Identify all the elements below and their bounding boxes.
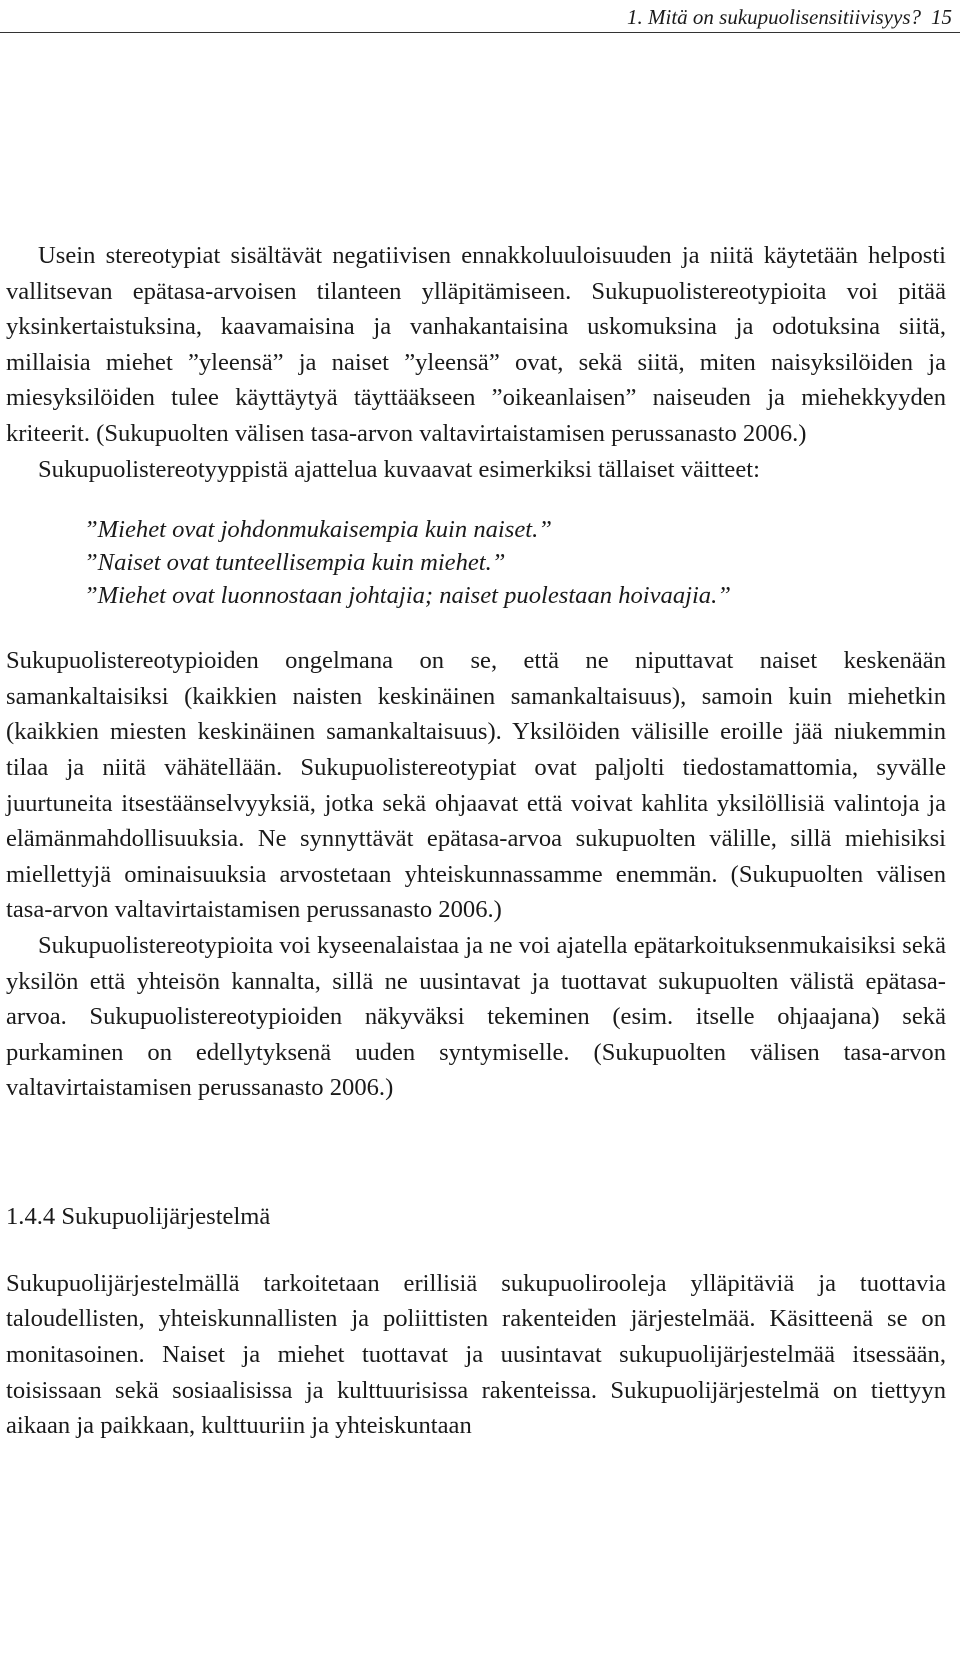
example-quote: ”Miehet ovat johdonmukaisempia kuin naiset.” bbox=[84, 516, 552, 544]
example-quote: ”Miehet ovat luonnostaan johtajia; naiset puolestaan hoivaajia.” bbox=[84, 582, 731, 610]
paragraph-stereotype-problems: Sukupuolistereotypioiden ongelmana on se, että ne niputtavat naiset keskenään samankaltaisiksi (kaikkien naisten keskinäinen samankaltaisuus), samoin kuin miehetkin (kaikkien miesten keskinäinen samankaltaisuus). Yksilöiden välisille eroille jää niukemmin tilaa ja niitä vähätellään. Sukupuolistereotypiat ovat paljolti tiedostamattomia, syvälle juurtuneita itsestäänselvyyksiä, jotka sekä ohjaavat että voivat kahlita yksilöllisiä valintoja ja elämänmahdollisuuksia. Ne synnyttävät epätasa-arvoa sukupuolten välille, sillä miehisiksi miellettyjä ominaisuuksia arvostetaan yhteiskunnassamme enemmän. (Sukupuolten välisen tasa-arvon valtavirtaistamisen perussanasto 2006.) bbox=[6, 647, 946, 924]
running-header bbox=[0, 2, 960, 33]
section-heading: 1.4.4 Sukupuolijärjestelmä bbox=[6, 1202, 271, 1230]
example-quotes bbox=[6, 513, 946, 612]
running-header-text bbox=[627, 4, 952, 30]
spacer bbox=[6, 612, 946, 643]
paragraph-examples-lead: Sukupuolistereotyyppistä ajattelua kuvaavat esimerkiksi tällaiset väitteet: bbox=[38, 455, 760, 483]
paragraph-stereotypes-intro: Usein stereotypiat sisältävät negatiivisen ennakkoluuloisuuden ja niitä käytetään helposti vallitsevan epätasa-arvoisen tilanteen ylläpitämiseen. Sukupuolistereotypioita voi pitää yksinkertaistuksina, kaavamaisina ja vanhakantaisina uskomuksina ja odotuksina siitä, millaisia miehet ”yleensä” ja naiset ”yleensä” ovat, sekä siitä, miten naisyksilöiden ja miesyksilöiden tulee käyttäytyä täyttääkseen ”oikeanlaisen” naiseuden ja miehekkyyden kriteerit. (Sukupuolten välisen tasa-arvon valtavirtaistamisen perussanasto 2006.) bbox=[6, 242, 946, 447]
paragraph-questioning-stereotypes: Sukupuolistereotypioita voi kyseenalaistaa ja ne voi ajatella epätarkoituksenmukaisiksi sekä yksilön että yhteisön kannalta, sillä ne uusintavat ja tuottavat sukupuolten välistä epätasa-arvoa. Sukupuolistereotypioiden näkyväksi tekeminen (esim. itselle ohjaajana) sekä purkaminen on edellytyksenä uuden syntymiselle. (Sukupuolten välisen tasa-arvon valtavirtaistamisen perussanasto 2006.) bbox=[6, 931, 946, 1102]
page-content bbox=[6, 238, 946, 1444]
chapter-title: 1. Mitä on sukupuolisensitiivisyys? bbox=[627, 5, 921, 29]
paragraph-gender-system: Sukupuolijärjestelmällä tarkoitetaan erillisiä sukupuolirooleja ylläpitäviä ja tuottavia taloudellisten, yhteiskunnallisten ja poliittisten rakenteiden järjestelmää. Käsitteenä se on monitasoinen. Naiset ja miehet tuottavat ja uusintavat sukupuolijärjestelmää itsessään, toisissaan sekä sosiaalisissa ja kulttuurisissa rakenteissa. Sukupuolijärjestelmä on tiettyyn aikaan ja paikkaan, kulttuuriin ja yhteiskuntaan bbox=[6, 1269, 946, 1440]
page-number: 15 bbox=[931, 5, 952, 29]
example-quote: ”Naiset ovat tunteellisempia kuin miehet.” bbox=[84, 549, 506, 577]
